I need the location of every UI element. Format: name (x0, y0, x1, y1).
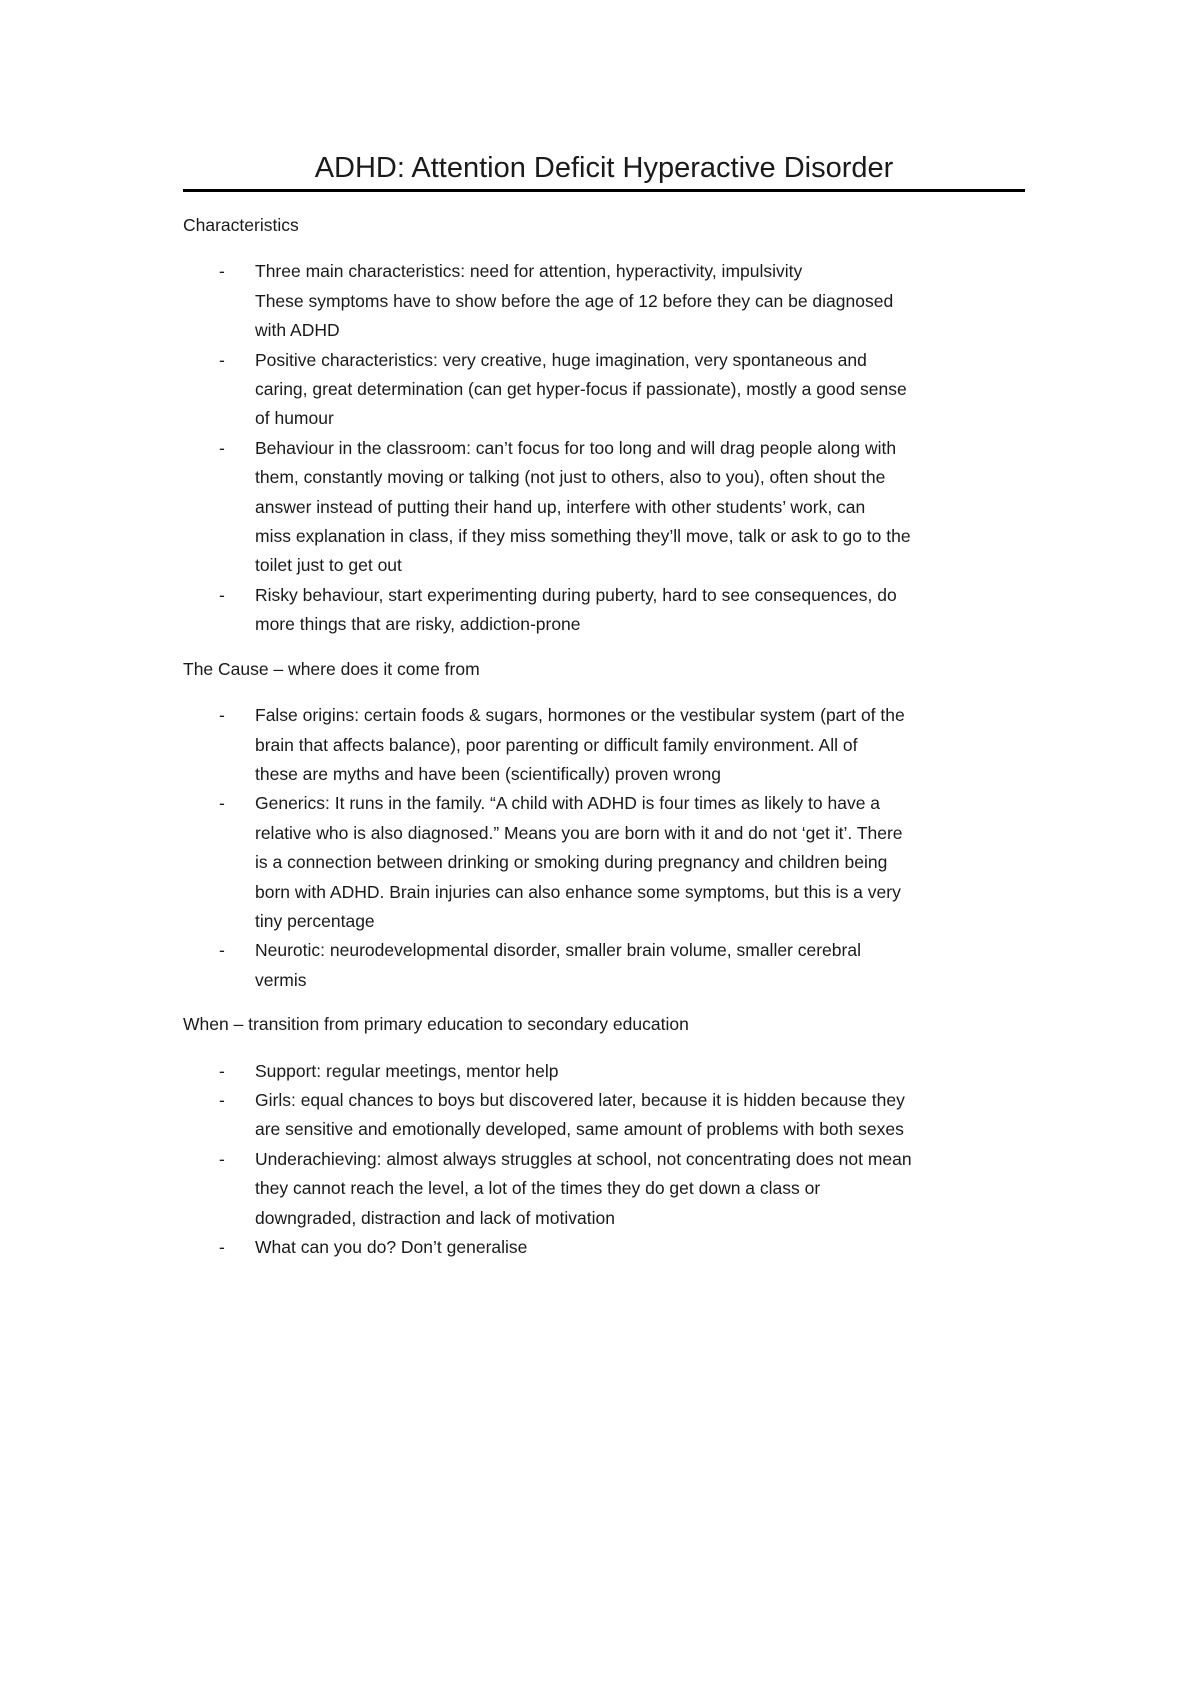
list-item (183, 1086, 1025, 1145)
bullet-list (183, 1057, 1025, 1263)
text-line: more things that are risky, addiction-prone (255, 614, 581, 635)
text-line: vermis (255, 969, 307, 990)
text-line: is a connection between drinking or smoking during pregnancy and children being (255, 852, 888, 873)
text-line: Underachieving: almost always struggles at school, not concentrating does not mean (255, 1148, 912, 1169)
text-line: them, constantly moving or talking (not just to others, also to you), often shout the (255, 467, 886, 488)
list-item-text (255, 701, 1025, 789)
list-item-text (255, 789, 1025, 936)
list-item-text (255, 581, 1025, 640)
text-line: These symptoms have to show before the age of 12 before they can be diagnosed (255, 290, 894, 311)
list-item (183, 257, 1025, 345)
title-underline (183, 189, 1025, 192)
list-item (183, 936, 1025, 995)
text-line: False origins: certain foods & sugars, hormones or the vestibular system (part of the (255, 705, 905, 726)
text-line: Generics: It runs in the family. “A child with ADHD is four times as likely to have a (255, 793, 881, 814)
text-line: of humour (255, 408, 334, 429)
list-item-text (255, 936, 1025, 995)
text-line: Girls: equal chances to boys but discovered later, because it is hidden because they (255, 1089, 905, 1110)
bullet-list (183, 701, 1025, 995)
section-heading: Characteristics (183, 215, 299, 235)
bullet-dash: - (219, 584, 225, 605)
bullet-dash: - (219, 793, 225, 814)
text-line: caring, great determination (can get hyper-focus if passionate), mostly a good sense (255, 379, 907, 400)
bullet-dash: - (219, 1089, 225, 1110)
bullet-list (183, 257, 1025, 639)
text-line: What can you do? Don’t generalise (255, 1237, 528, 1257)
list-item (183, 346, 1025, 434)
bullet-dash: - (219, 437, 225, 458)
section-heading: When – transition from primary education to secondary education (183, 1014, 689, 1035)
list-item-text (255, 1145, 1025, 1233)
list-item (183, 1057, 1025, 1086)
text-line: Support: regular meetings, mentor help (255, 1060, 559, 1081)
section-heading: The Cause – where does it come from (183, 658, 480, 679)
bullet-dash: - (219, 261, 225, 282)
list-item (183, 1233, 1025, 1262)
bullet-dash: - (219, 1060, 225, 1081)
list-item (183, 789, 1025, 936)
bullet-dash: - (219, 940, 225, 961)
bullet-dash: - (219, 349, 225, 370)
text-line: Three main characteristics: need for attention, hyperactivity, impulsivity (255, 261, 803, 282)
text-line: these are myths and have been (scientifically) proven wrong (255, 763, 721, 784)
document-body (183, 211, 1025, 1262)
text-line: born with ADHD. Brain injuries can also enhance some symptoms, but this is a very (255, 881, 901, 902)
text-line: toilet just to get out (255, 555, 402, 576)
text-line: Behaviour in the classroom: can’t focus for too long and will drag people along with (255, 437, 897, 458)
list-item (183, 581, 1025, 640)
text-line: miss explanation in class, if they miss something they’ll move, talk or ask to go to the (255, 526, 911, 547)
text-line: are sensitive and emotionally developed, same amount of problems with both sexes (255, 1119, 904, 1140)
list-item-text (255, 1233, 1025, 1262)
text-line: with ADHD (255, 320, 340, 341)
text-line: tiny percentage (255, 910, 375, 931)
text-line: Neurotic: neurodevelopmental disorder, smaller brain volume, smaller cerebral (255, 940, 861, 961)
list-item-text (255, 1057, 1025, 1086)
text-line: brain that affects balance), poor parenting or difficult family environment. All of (255, 734, 858, 755)
list-item (183, 434, 1025, 581)
document-title: ADHD: Attention Deficit Hyperactive Disorder (314, 152, 894, 184)
list-item (183, 701, 1025, 789)
bullet-dash: - (219, 1148, 225, 1169)
text-line: downgraded, distraction and lack of motivation (255, 1207, 615, 1228)
bullet-dash: - (219, 1237, 225, 1257)
text-line: relative who is also diagnosed.” Means you are born with it and do not ‘get it’. There (255, 822, 903, 843)
bullet-dash: - (219, 705, 225, 726)
list-item-text (255, 434, 1025, 581)
text-line: answer instead of putting their hand up, interfere with other students’ work, can (255, 496, 866, 517)
list-item-text (255, 346, 1025, 434)
list-item-text (255, 257, 1025, 345)
text-line: Positive characteristics: very creative, huge imagination, very spontaneous and (255, 349, 867, 370)
list-item-text (255, 1086, 1025, 1145)
text-line: they cannot reach the level, a lot of the times they do get down a class or (255, 1178, 821, 1199)
list-item (183, 1145, 1025, 1233)
text-line: Risky behaviour, start experimenting during puberty, hard to see consequences, do (255, 584, 897, 605)
